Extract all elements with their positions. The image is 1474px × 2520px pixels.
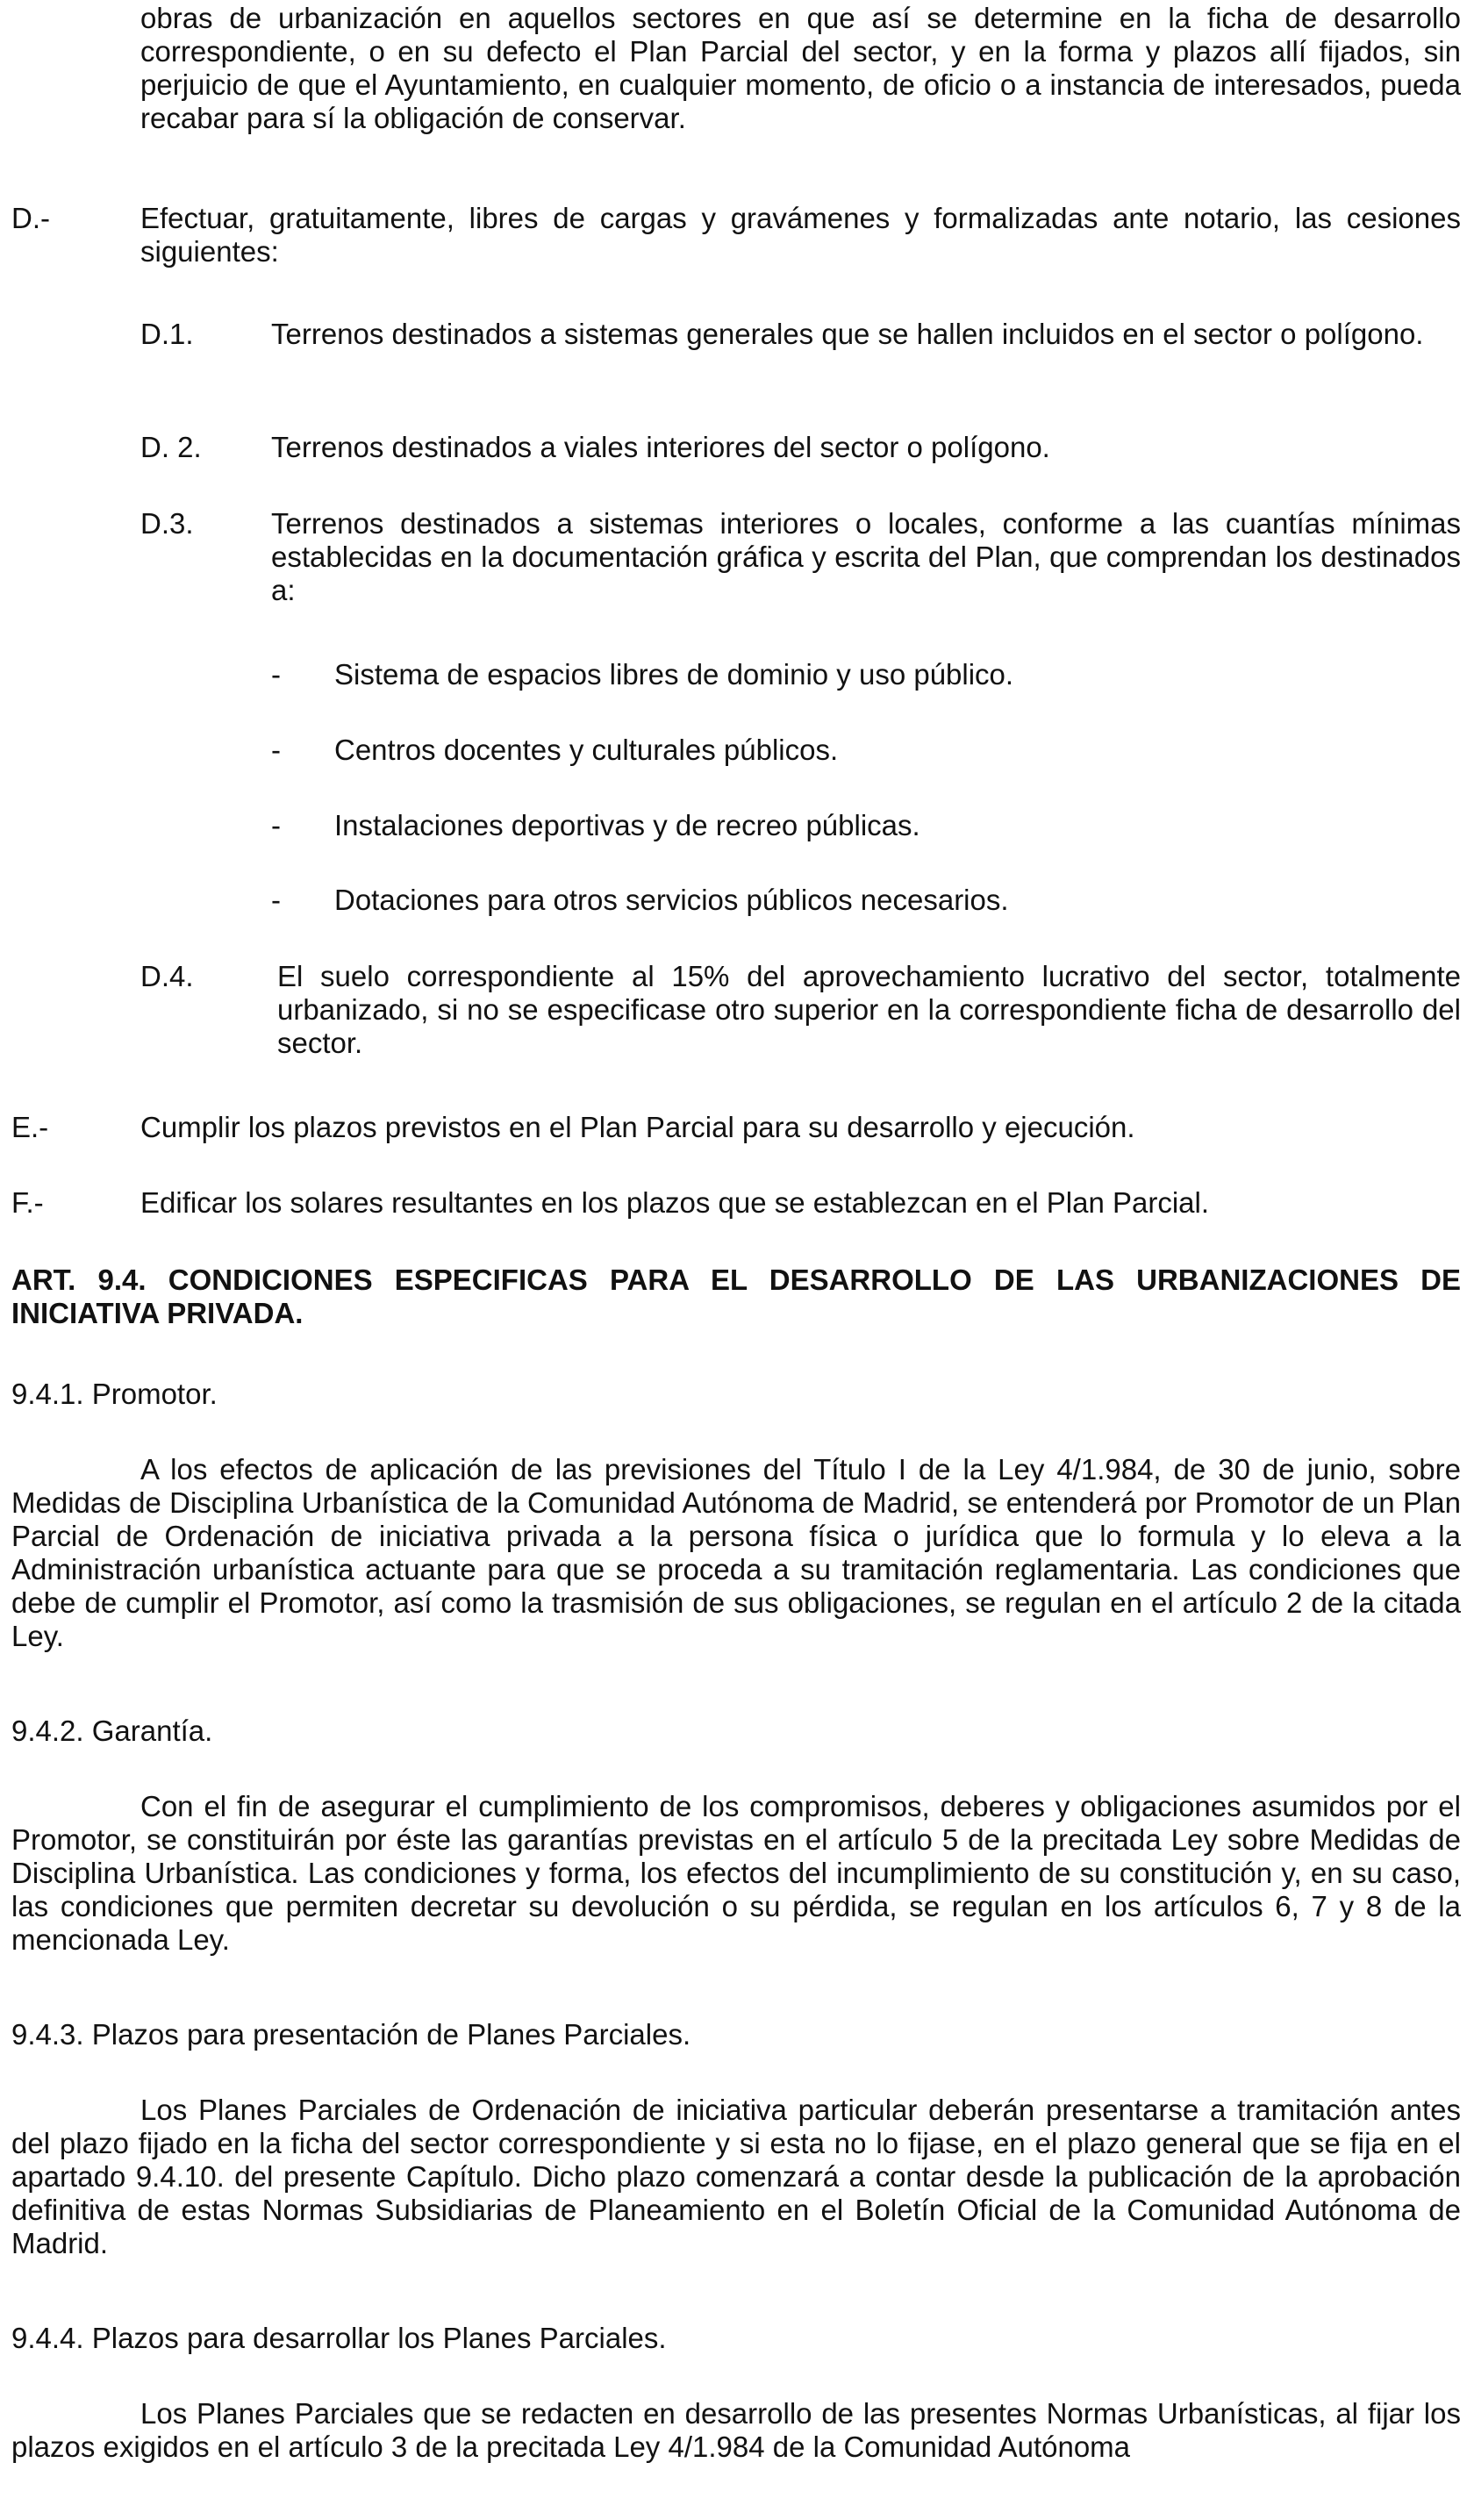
item-d3-text: Terrenos destinados a sistemas interiores o locales, conforme a las cuantías mínimas establecidas en la documentación gráfica y escrita del Plan, que comprendan los destinados a:	[271, 507, 1461, 606]
item-d1-label: D.1.	[140, 318, 194, 350]
list-item: Dotaciones para otros servicios públicos necesarios.	[334, 884, 1009, 916]
list-item: Centros docentes y culturales públicos.	[334, 734, 839, 766]
item-d4-label: D.4.	[140, 960, 194, 992]
item-d2-label: D. 2.	[140, 431, 202, 463]
section-9-4-3-title: 9.4.3. Plazos para presentación de Planes Parciales.	[11, 2018, 691, 2051]
bullet-marker: -	[271, 809, 281, 841]
item-d-text: Efectuar, gratuitamente, libres de cargas y gravámenes y formalizadas ante notario, las cesiones siguientes:	[140, 202, 1461, 268]
item-f-text: Edificar los solares resultantes en los plazos que se establezcan en el Plan Parcial.	[140, 1186, 1210, 1219]
list-item: Sistema de espacios libres de dominio y uso público.	[334, 658, 1014, 691]
section-9-4-2-text: Con el fin de asegurar el cumplimiento de los compromisos, deberes y obligaciones asumidos por el Promotor, se constituirán por éste las garantías previstas en el artículo 5 de la precitada Ley sobre Medidas de Disciplina Urbanística. Las condiciones y forma, los efectos del incumplimiento de su constitución y, en su caso, las condiciones que permiten decretar su devolución o su pérdida, se regulan en los artículos 6, 7 y 8 de la mencionada Ley.	[11, 1790, 1461, 1956]
item-f-label: F.-	[11, 1186, 44, 1219]
section-9-4-2-title: 9.4.2. Garantía.	[11, 1715, 213, 1747]
bullet-marker: -	[271, 884, 281, 916]
item-e-text: Cumplir los plazos previstos en el Plan Parcial para su desarrollo y ejecución.	[140, 1111, 1135, 1143]
item-d-label: D.-	[11, 202, 50, 234]
section-9-4-4-title: 9.4.4. Plazos para desarrollar los Planes Parciales.	[11, 2322, 667, 2354]
item-e-label: E.-	[11, 1111, 49, 1143]
section-9-4-1-text: A los efectos de aplicación de las previsiones del Título I de la Ley 4/1.984, de 30 de junio, sobre Medidas de Disciplina Urbanística de la Comunidad Autónoma de Madrid, se entenderá por Promotor de un Plan Parcial de Ordenación de iniciativa privada a la persona física o jurídica que lo formula y lo eleva a la Administración urbanística actuante para que se proceda a su tramitación reglamentaria. Las condiciones que debe de cumplir el Promotor, así como la trasmisión de sus obligaciones, se regulan en el artículo 2 de la citada Ley.	[11, 1453, 1461, 1652]
section-9-4-4-text: Los Planes Parciales que se redacten en desarrollo de las presentes Normas Urbanísticas, al fijar los plazos exigidos en el artículo 3 de la precitada Ley 4/1.984 de la Comunidad Autónoma	[11, 2397, 1461, 2463]
section-9-4-1-title: 9.4.1. Promotor.	[11, 1378, 218, 1410]
section-9-4-3-text: Los Planes Parciales de Ordenación de iniciativa particular deberán presentarse a tramitación antes del plazo fijado en la ficha del sector correspondiente y si esta no lo fijase, en el plazo general que se fija en el apartado 9.4.10. del presente Capítulo. Dicho plazo comenzará a contar desde la publicación de la aprobación definitiva de estas Normas Subsidiarias de Planeamiento en el Boletín Oficial de la Comunidad Autónoma de Madrid.	[11, 2094, 1461, 2259]
intro-paragraph: obras de urbanización en aquellos sectores en que así se determine en la ficha de desarrollo correspondiente, o en su defecto el Plan Parcial del sector, y en la forma y plazos allí fijados, sin perjuicio de que el Ayuntamiento, en cualquier momento, de oficio o a instancia de interesados, pueda recabar para sí la obligación de conservar.	[140, 2, 1461, 134]
item-d1-text: Terrenos destinados a sistemas generales que se hallen incluidos en el sector o polígono.	[271, 318, 1424, 350]
item-d2-text: Terrenos destinados a viales interiores del sector o polígono.	[271, 431, 1050, 463]
article-heading: ART. 9.4. CONDICIONES ESPECIFICAS PARA EL DESARROLLO DE LAS URBANIZACIONES DE INICIATIVA PRIVADA.	[11, 1264, 1461, 1329]
list-item: Instalaciones deportivas y de recreo públicas.	[334, 809, 920, 841]
bullet-marker: -	[271, 658, 281, 691]
bullet-marker: -	[271, 734, 281, 766]
item-d4-text: El suelo correspondiente al 15% del aprovechamiento lucrativo del sector, totalmente urbanizado, si no se especificase otro superior en la correspondiente ficha de desarrollo del sector.	[277, 960, 1461, 1059]
item-d3-label: D.3.	[140, 507, 194, 540]
